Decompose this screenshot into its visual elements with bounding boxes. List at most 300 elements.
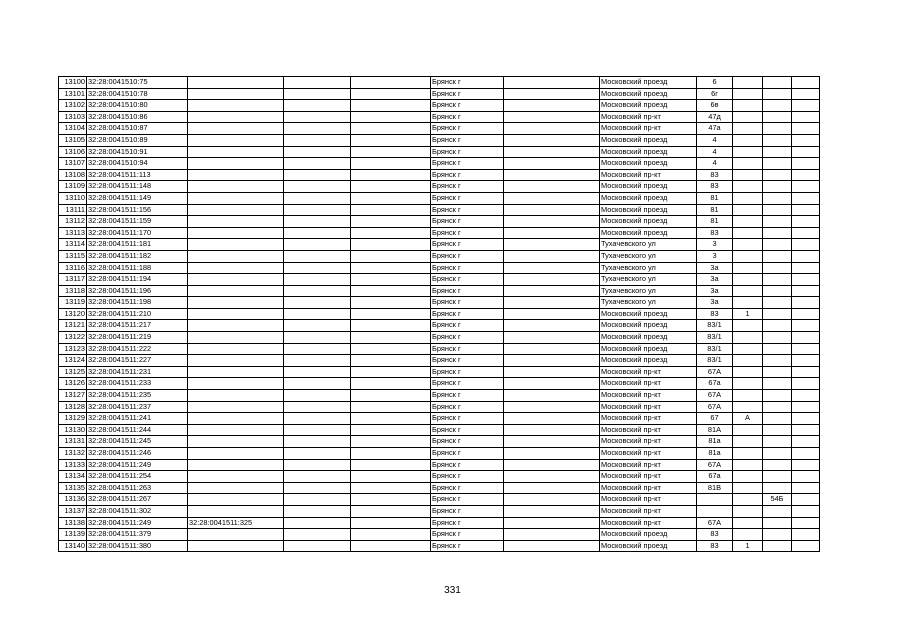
cell-extra-number <box>763 274 792 286</box>
cell-street: Московский пр-кт <box>600 459 697 471</box>
cell-cadastral-number: 32:28:0041511:222 <box>87 343 188 355</box>
cell-linked-cadastral-number <box>188 320 284 332</box>
cell-cadastral-number: 32:28:0041511:237 <box>87 401 188 413</box>
cell-city: Брянск г <box>431 77 504 89</box>
cell-col-empty-2 <box>351 332 431 344</box>
cell-city: Брянск г <box>431 378 504 390</box>
table-row <box>59 355 820 367</box>
cell-col-empty-2 <box>351 158 431 170</box>
cell-extra-number <box>763 355 792 367</box>
cell-col-empty-3 <box>504 134 600 146</box>
cell-col-empty-2 <box>351 355 431 367</box>
cell-col-empty-1 <box>284 401 351 413</box>
cell-street: Московский пр-кт <box>600 494 697 506</box>
cell-row-number: 13114 <box>59 239 87 251</box>
cell-cadastral-number: 32:28:0041511:156 <box>87 204 188 216</box>
cell-house-number: 83 <box>697 529 733 541</box>
cell-city: Брянск г <box>431 285 504 297</box>
cell-col-empty-3 <box>504 123 600 135</box>
cell-col-empty-4 <box>792 436 820 448</box>
cell-extra-number <box>763 77 792 89</box>
cell-city: Брянск г <box>431 436 504 448</box>
cell-city: Брянск г <box>431 274 504 286</box>
cell-extra-number <box>763 424 792 436</box>
cell-linked-cadastral-number <box>188 239 284 251</box>
cell-col-empty-1 <box>284 494 351 506</box>
cell-col-empty-2 <box>351 192 431 204</box>
cell-col-empty-2 <box>351 413 431 425</box>
cell-col-empty-4 <box>792 285 820 297</box>
table-row <box>59 158 820 170</box>
cell-col-empty-2 <box>351 436 431 448</box>
cell-col-empty-3 <box>504 366 600 378</box>
cell-street: Московский проезд <box>600 308 697 320</box>
cell-linked-cadastral-number <box>188 204 284 216</box>
cell-col-empty-2 <box>351 471 431 483</box>
cell-house-number: 67а <box>697 471 733 483</box>
cell-building <box>733 204 763 216</box>
table-row <box>59 239 820 251</box>
cell-col-empty-2 <box>351 239 431 251</box>
cell-col-empty-3 <box>504 448 600 460</box>
cell-city: Брянск г <box>431 100 504 112</box>
cell-row-number: 13135 <box>59 482 87 494</box>
cell-building <box>733 517 763 529</box>
cell-col-empty-1 <box>284 181 351 193</box>
cell-col-empty-4 <box>792 204 820 216</box>
cell-col-empty-1 <box>284 517 351 529</box>
table-row <box>59 471 820 483</box>
table-row <box>59 134 820 146</box>
cell-extra-number <box>763 216 792 228</box>
cell-linked-cadastral-number <box>188 343 284 355</box>
cell-cadastral-number: 32:28:0041510:78 <box>87 88 188 100</box>
cell-linked-cadastral-number <box>188 459 284 471</box>
cell-row-number: 13104 <box>59 123 87 135</box>
table-row <box>59 459 820 471</box>
cell-row-number: 13139 <box>59 529 87 541</box>
cell-col-empty-4 <box>792 413 820 425</box>
cell-col-empty-1 <box>284 274 351 286</box>
cell-col-empty-1 <box>284 169 351 181</box>
cell-extra-number <box>763 227 792 239</box>
cell-city: Брянск г <box>431 308 504 320</box>
cell-building <box>733 366 763 378</box>
cell-col-empty-2 <box>351 320 431 332</box>
cell-col-empty-3 <box>504 517 600 529</box>
table-row <box>59 308 820 320</box>
cell-building <box>733 320 763 332</box>
cell-linked-cadastral-number <box>188 401 284 413</box>
cell-col-empty-3 <box>504 146 600 158</box>
cell-col-empty-1 <box>284 378 351 390</box>
cell-cadastral-number: 32:28:0041511:159 <box>87 216 188 228</box>
cell-linked-cadastral-number <box>188 390 284 402</box>
cell-linked-cadastral-number <box>188 262 284 274</box>
cell-col-empty-3 <box>504 378 600 390</box>
cell-street: Московский проезд <box>600 320 697 332</box>
cell-col-empty-2 <box>351 517 431 529</box>
cell-building <box>733 169 763 181</box>
cell-linked-cadastral-number <box>188 88 284 100</box>
cell-house-number: 4 <box>697 158 733 170</box>
cell-house-number: 3а <box>697 274 733 286</box>
cell-linked-cadastral-number <box>188 332 284 344</box>
cell-building <box>733 111 763 123</box>
cell-col-empty-4 <box>792 192 820 204</box>
cell-extra-number <box>763 471 792 483</box>
cell-street: Московский проезд <box>600 332 697 344</box>
cell-cadastral-number: 32:28:0041511:235 <box>87 390 188 402</box>
cell-street: Московский проезд <box>600 88 697 100</box>
cell-extra-number <box>763 390 792 402</box>
cell-house-number: 81а <box>697 436 733 448</box>
table-row <box>59 274 820 286</box>
cell-city: Брянск г <box>431 459 504 471</box>
table-row <box>59 482 820 494</box>
cell-col-empty-1 <box>284 227 351 239</box>
cell-row-number: 13100 <box>59 77 87 89</box>
cell-extra-number <box>763 482 792 494</box>
cell-col-empty-4 <box>792 216 820 228</box>
cell-col-empty-2 <box>351 204 431 216</box>
cell-col-empty-4 <box>792 134 820 146</box>
cell-col-empty-4 <box>792 529 820 541</box>
cell-col-empty-1 <box>284 146 351 158</box>
cell-building <box>733 390 763 402</box>
cell-street: Московский пр-кт <box>600 378 697 390</box>
cell-col-empty-3 <box>504 239 600 251</box>
table-row <box>59 366 820 378</box>
cell-street: Московский проезд <box>600 192 697 204</box>
cell-house-number: 67а <box>697 378 733 390</box>
cell-building <box>733 239 763 251</box>
cell-col-empty-3 <box>504 471 600 483</box>
cell-cadastral-number: 32:28:0041511:181 <box>87 239 188 251</box>
cell-street: Московский пр-кт <box>600 390 697 402</box>
cell-extra-number <box>763 320 792 332</box>
cell-house-number: 67А <box>697 459 733 471</box>
cell-cadastral-number: 32:28:0041511:219 <box>87 332 188 344</box>
cell-linked-cadastral-number <box>188 529 284 541</box>
cell-cadastral-number: 32:28:0041511:246 <box>87 448 188 460</box>
cell-building <box>733 158 763 170</box>
page-number: 331 <box>444 585 461 596</box>
cell-col-empty-4 <box>792 540 820 552</box>
cell-street: Московский пр-кт <box>600 517 697 529</box>
cell-house-number <box>697 494 733 506</box>
cell-col-empty-4 <box>792 332 820 344</box>
cell-building <box>733 494 763 506</box>
cell-building <box>733 77 763 89</box>
cell-row-number: 13128 <box>59 401 87 413</box>
cell-city: Брянск г <box>431 123 504 135</box>
cell-col-empty-1 <box>284 366 351 378</box>
cell-col-empty-4 <box>792 505 820 517</box>
cell-street: Московский пр-кт <box>600 424 697 436</box>
cell-street: Московский проезд <box>600 343 697 355</box>
cell-city: Брянск г <box>431 505 504 517</box>
cell-house-number: 83 <box>697 169 733 181</box>
cell-extra-number <box>763 158 792 170</box>
table-row <box>59 413 820 425</box>
cell-col-empty-4 <box>792 262 820 274</box>
cell-extra-number <box>763 413 792 425</box>
cell-col-empty-1 <box>284 88 351 100</box>
table-row <box>59 343 820 355</box>
table-row <box>59 505 820 517</box>
cell-building <box>733 378 763 390</box>
cell-col-empty-2 <box>351 88 431 100</box>
cell-col-empty-2 <box>351 390 431 402</box>
table-row <box>59 262 820 274</box>
cell-extra-number <box>763 262 792 274</box>
cell-house-number: 3а <box>697 285 733 297</box>
cell-col-empty-1 <box>284 111 351 123</box>
cell-col-empty-4 <box>792 146 820 158</box>
cell-extra-number <box>763 505 792 517</box>
cell-col-empty-3 <box>504 158 600 170</box>
cell-row-number: 13103 <box>59 111 87 123</box>
cell-building <box>733 343 763 355</box>
cell-col-empty-2 <box>351 448 431 460</box>
cell-col-empty-1 <box>284 123 351 135</box>
cell-extra-number <box>763 134 792 146</box>
cell-cadastral-number: 32:28:0041511:170 <box>87 227 188 239</box>
cell-city: Брянск г <box>431 239 504 251</box>
cell-cadastral-number: 32:28:0041511:148 <box>87 181 188 193</box>
cell-building: А <box>733 413 763 425</box>
table-row <box>59 88 820 100</box>
cell-col-empty-3 <box>504 308 600 320</box>
cell-col-empty-2 <box>351 181 431 193</box>
cell-col-empty-2 <box>351 366 431 378</box>
cell-cadastral-number: 32:28:0041511:249 <box>87 517 188 529</box>
cell-col-empty-2 <box>351 227 431 239</box>
cell-linked-cadastral-number <box>188 436 284 448</box>
cell-cadastral-number: 32:28:0041511:217 <box>87 320 188 332</box>
cell-extra-number <box>763 401 792 413</box>
cell-house-number: 83/1 <box>697 355 733 367</box>
cell-extra-number <box>763 540 792 552</box>
cell-col-empty-1 <box>284 448 351 460</box>
table-row <box>59 111 820 123</box>
cell-row-number: 13130 <box>59 424 87 436</box>
cell-street: Московский проезд <box>600 355 697 367</box>
cell-col-empty-1 <box>284 424 351 436</box>
table-row <box>59 77 820 89</box>
cell-col-empty-1 <box>284 355 351 367</box>
table-row <box>59 529 820 541</box>
cell-col-empty-1 <box>284 540 351 552</box>
cell-cadastral-number: 32:28:0041511:249 <box>87 459 188 471</box>
cell-col-empty-2 <box>351 424 431 436</box>
cell-row-number: 13122 <box>59 332 87 344</box>
cell-street: Московский пр-кт <box>600 169 697 181</box>
cell-linked-cadastral-number <box>188 169 284 181</box>
cell-col-empty-4 <box>792 343 820 355</box>
table-row <box>59 192 820 204</box>
cell-linked-cadastral-number <box>188 540 284 552</box>
cell-city: Брянск г <box>431 297 504 309</box>
cell-city: Брянск г <box>431 471 504 483</box>
cell-street: Московский пр-кт <box>600 471 697 483</box>
cell-street: Московский пр-кт <box>600 366 697 378</box>
cell-col-empty-4 <box>792 158 820 170</box>
cell-cadastral-number: 32:28:0041510:75 <box>87 77 188 89</box>
cell-cadastral-number: 32:28:0041511:182 <box>87 250 188 262</box>
cell-street: Московский проезд <box>600 204 697 216</box>
cell-col-empty-2 <box>351 100 431 112</box>
cell-col-empty-3 <box>504 482 600 494</box>
cell-street: Тухачевского ул <box>600 262 697 274</box>
cell-linked-cadastral-number <box>188 285 284 297</box>
cell-building <box>733 332 763 344</box>
cell-house-number: 81а <box>697 448 733 460</box>
cell-building <box>733 123 763 135</box>
cell-street: Московский проезд <box>600 77 697 89</box>
cell-street: Тухачевского ул <box>600 297 697 309</box>
cell-row-number: 13112 <box>59 216 87 228</box>
cell-city: Брянск г <box>431 250 504 262</box>
cell-street: Московский пр-кт <box>600 448 697 460</box>
cell-linked-cadastral-number <box>188 424 284 436</box>
cell-city: Брянск г <box>431 413 504 425</box>
cell-street: Тухачевского ул <box>600 250 697 262</box>
table-row <box>59 332 820 344</box>
cell-extra-number <box>763 192 792 204</box>
cell-building <box>733 401 763 413</box>
cell-row-number: 13131 <box>59 436 87 448</box>
cell-col-empty-4 <box>792 227 820 239</box>
table-row <box>59 285 820 297</box>
cell-extra-number <box>763 517 792 529</box>
cell-linked-cadastral-number <box>188 494 284 506</box>
cell-col-empty-1 <box>284 436 351 448</box>
cell-cadastral-number: 32:28:0041510:94 <box>87 158 188 170</box>
cell-col-empty-4 <box>792 494 820 506</box>
table-row <box>59 146 820 158</box>
cell-col-empty-3 <box>504 459 600 471</box>
cell-col-empty-2 <box>351 540 431 552</box>
cell-building <box>733 424 763 436</box>
cell-cadastral-number: 32:28:0041510:87 <box>87 123 188 135</box>
table-row <box>59 517 820 529</box>
cell-cadastral-number: 32:28:0041511:233 <box>87 378 188 390</box>
cell-row-number: 13119 <box>59 297 87 309</box>
cell-city: Брянск г <box>431 366 504 378</box>
cell-linked-cadastral-number <box>188 378 284 390</box>
cell-col-empty-3 <box>504 111 600 123</box>
cell-col-empty-4 <box>792 517 820 529</box>
cell-col-empty-3 <box>504 181 600 193</box>
table-row <box>59 320 820 332</box>
cell-row-number: 13123 <box>59 343 87 355</box>
cell-city: Брянск г <box>431 134 504 146</box>
cell-extra-number <box>763 378 792 390</box>
cell-city: Брянск г <box>431 332 504 344</box>
cell-city: Брянск г <box>431 401 504 413</box>
cell-row-number: 13136 <box>59 494 87 506</box>
cell-col-empty-3 <box>504 100 600 112</box>
cell-cadastral-number: 32:28:0041511:254 <box>87 471 188 483</box>
cell-row-number: 13105 <box>59 134 87 146</box>
table-row <box>59 123 820 135</box>
cell-col-empty-2 <box>351 123 431 135</box>
cell-col-empty-4 <box>792 355 820 367</box>
cell-col-empty-2 <box>351 169 431 181</box>
cell-col-empty-2 <box>351 146 431 158</box>
cell-col-empty-1 <box>284 158 351 170</box>
cell-col-empty-1 <box>284 239 351 251</box>
cell-extra-number <box>763 250 792 262</box>
cell-row-number: 13111 <box>59 204 87 216</box>
cell-col-empty-1 <box>284 204 351 216</box>
cell-linked-cadastral-number <box>188 448 284 460</box>
cell-linked-cadastral-number <box>188 134 284 146</box>
cell-street: Московский пр-кт <box>600 401 697 413</box>
cell-street: Московский проезд <box>600 146 697 158</box>
cell-col-empty-3 <box>504 320 600 332</box>
cell-building <box>733 134 763 146</box>
cell-house-number: 6в <box>697 100 733 112</box>
cell-city: Брянск г <box>431 227 504 239</box>
cell-building <box>733 216 763 228</box>
cell-linked-cadastral-number <box>188 413 284 425</box>
cell-col-empty-1 <box>284 134 351 146</box>
cell-row-number: 13115 <box>59 250 87 262</box>
cell-extra-number <box>763 332 792 344</box>
cell-row-number: 13126 <box>59 378 87 390</box>
cell-col-empty-1 <box>284 471 351 483</box>
cell-city: Брянск г <box>431 320 504 332</box>
cell-col-empty-3 <box>504 192 600 204</box>
cell-street: Тухачевского ул <box>600 285 697 297</box>
cell-house-number: 81А <box>697 424 733 436</box>
cell-linked-cadastral-number <box>188 146 284 158</box>
cell-building <box>733 436 763 448</box>
table-row <box>59 540 820 552</box>
cell-row-number: 13125 <box>59 366 87 378</box>
cell-col-empty-1 <box>284 262 351 274</box>
table-row <box>59 169 820 181</box>
cell-col-empty-1 <box>284 332 351 344</box>
cell-col-empty-4 <box>792 424 820 436</box>
cell-linked-cadastral-number: 32:28:0041511:325 <box>188 517 284 529</box>
cell-col-empty-1 <box>284 250 351 262</box>
cell-col-empty-1 <box>284 320 351 332</box>
cell-house-number: 81 <box>697 216 733 228</box>
cell-house-number: 6 <box>697 77 733 89</box>
cell-building <box>733 459 763 471</box>
cell-building <box>733 181 763 193</box>
cell-col-empty-1 <box>284 529 351 541</box>
cell-col-empty-3 <box>504 401 600 413</box>
cell-col-empty-4 <box>792 123 820 135</box>
cell-extra-number <box>763 88 792 100</box>
cell-city: Брянск г <box>431 146 504 158</box>
cell-col-empty-2 <box>351 134 431 146</box>
cell-row-number: 13110 <box>59 192 87 204</box>
cell-street: Московский пр-кт <box>600 123 697 135</box>
cell-col-empty-3 <box>504 88 600 100</box>
cell-col-empty-4 <box>792 390 820 402</box>
cell-col-empty-2 <box>351 111 431 123</box>
cell-col-empty-1 <box>284 77 351 89</box>
cell-house-number: 83 <box>697 227 733 239</box>
cell-row-number: 13124 <box>59 355 87 367</box>
cell-col-empty-3 <box>504 169 600 181</box>
